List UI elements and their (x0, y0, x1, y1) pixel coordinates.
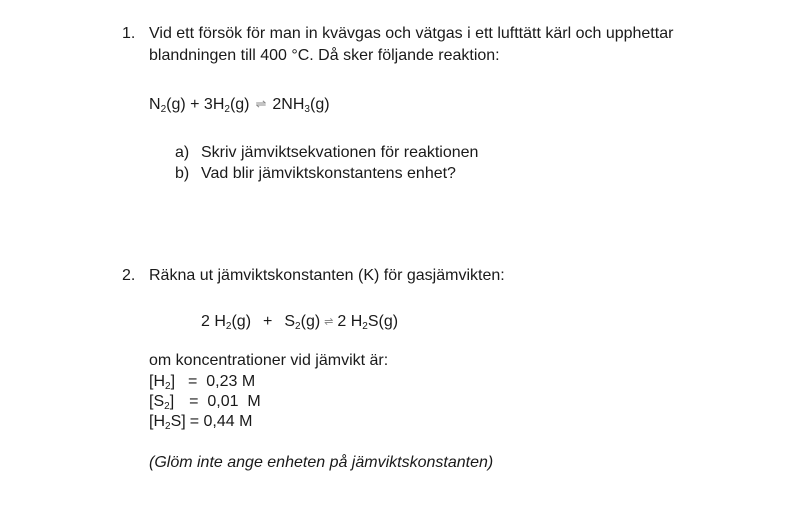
question-2-line (122, 266, 505, 286)
subquestion-b (175, 164, 456, 184)
question-1-number: 1. (122, 25, 136, 42)
subquestion-text: Vad blir jämviktskonstantens enhet? (201, 165, 456, 182)
question-1-line-2: blandningen till 400 °C. Då sker följande reaktion: (149, 47, 500, 64)
question-1-line-1 (122, 24, 673, 44)
equilibrium-arrow-icon: ⇌ (324, 316, 334, 328)
subquestion-a (175, 143, 478, 163)
subquestion-label: b) (175, 165, 190, 182)
question-1-text: Vid ett försök för man in kvävgas och vätgas i ett lufttätt kärl och upphettar (149, 25, 674, 42)
question-1-equation: $N_2(g) + 3H_2(g)$ ⇌ $2NH_3(g)$ (149, 96, 330, 115)
concentration-h2: $[H_2] = 0,23$ M (149, 373, 256, 392)
equilibrium-arrow-icon: ⇌ (255, 96, 267, 111)
question-2-equation: 2 $H_2(g) + S_2(g)$ ⇌ 2 $H_2S(g)$ (201, 313, 399, 332)
question-2-text: Räkna ut jämviktskonstanten (K) för gasjämvikten: (149, 267, 505, 284)
question-2-number: 2. (122, 267, 136, 284)
concentration-h2s: $[H_2S] = 0,44$ M (149, 413, 253, 432)
subquestion-label: a) (175, 144, 190, 161)
note: (Glöm inte ange enheten på jämviktskonstanten) (149, 454, 494, 471)
concentration-s2: $[S_2] = 0,01$ M (149, 393, 261, 412)
concentration-intro: om koncentrationer vid jämvikt är: (149, 352, 389, 369)
subquestion-text: Skriv jämviktsekvationen för reaktionen (201, 144, 479, 161)
